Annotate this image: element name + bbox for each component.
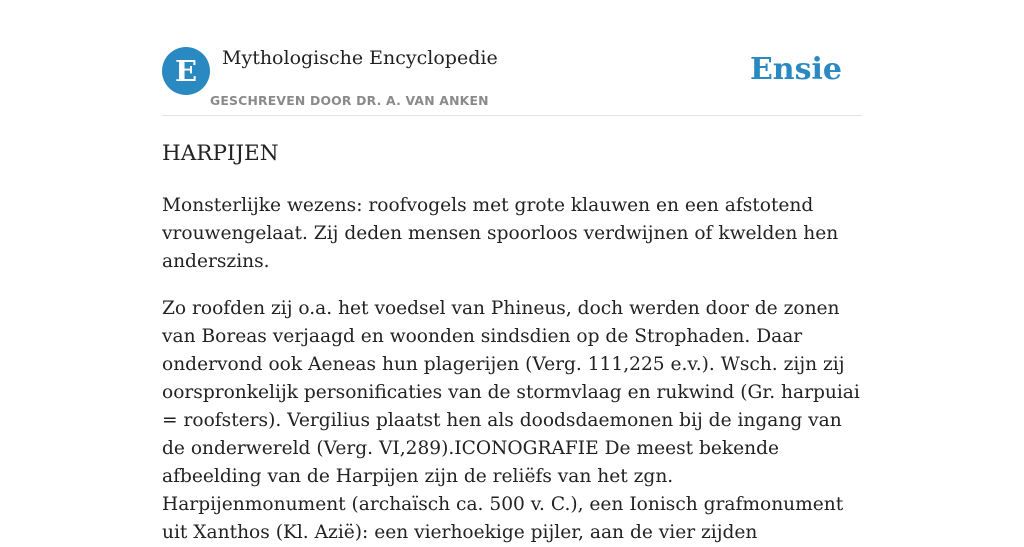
author-byline: GESCHREVEN DOOR DR. A. VAN ANKEN [210,93,489,108]
encyclopedia-title-link[interactable]: Mythologische Encyclopedie [222,47,498,69]
site-header [162,46,862,116]
ensie-brand-logo[interactable]: Ensie [749,52,842,87]
entry-paragraph-2: Zo roofden zij o.a. het voedsel van Phineus, doch werden door de zonen van Boreas verjaagd en woonden sindsdien op de Strophaden. Daar ondervond ook Aeneas hun plagerijen (Verg. 111,225 e.v.). Wsch. zijn zij oorspronkelijk personificaties van de stormvlaag en rukwind (Gr. harpuiai = roofsters). Vergilius plaatst hen als doodsdaemonen bij de ingang van de onderwereld (Verg. VI,289).ICONOGRAFIE De meest bekende afbeelding van de Harpijen zijn de reliëfs van het zgn. Harpijenmonument (archaïsch ca. 500 v. C.), een Ionisch grafmonument uit Xanthos (Kl. Azië): een vierhoekige pijler, aan de vier zijden [162,298,860,543]
entry-card [162,0,862,543]
entry-paragraph-1: Monsterlijke wezens: roofvogels met grote klauwen en een afstotend vrouwengelaat. Zij deden mensen spoorloos verdwijnen of kwelden hen anderszins. [162,195,839,272]
encyclopedia-logo[interactable]: E [162,47,210,95]
entry-title: HARPIJEN [162,141,279,166]
